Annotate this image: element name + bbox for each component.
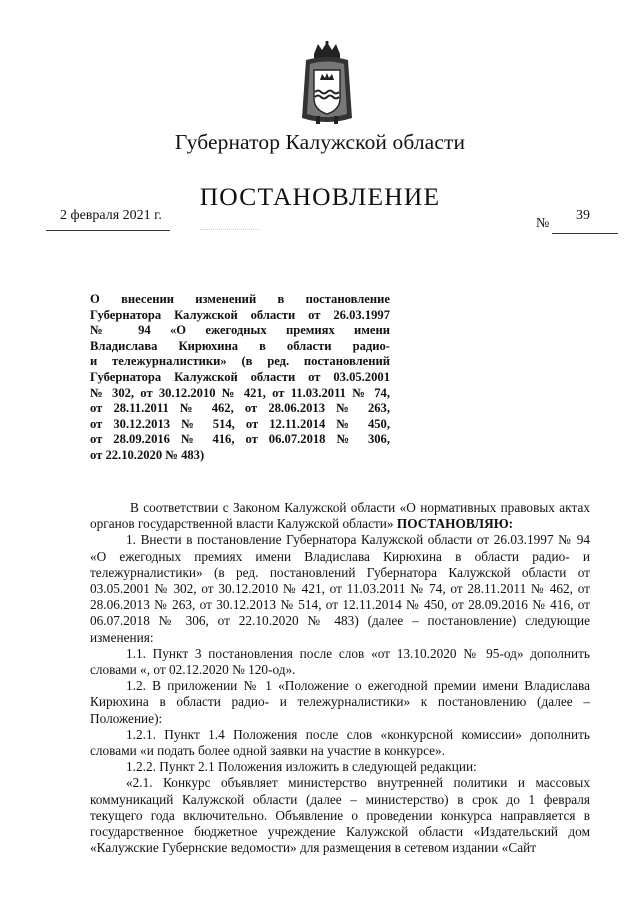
- subject-line: О внесении изменений в постановление: [90, 292, 390, 306]
- coat-of-arms-emblem: [300, 40, 354, 126]
- subject-line: от 30.12.2013 № 514, от 12.11.2014 № 450,: [90, 416, 390, 431]
- document-body: [90, 500, 590, 856]
- body-paragraph: 1.2.2. Пункт 2.1 Положения изложить в следующей редакции:: [126, 759, 477, 775]
- subject-line: № 302, от 30.12.2010 № 421, от 11.03.2011 № 74,: [90, 385, 390, 400]
- resolve-keyword: ПОСТАНОВЛЯЮ:: [396, 516, 514, 532]
- subject-block: [90, 292, 390, 464]
- subject-line: от 28.09.2016 № 416, от 06.07.2018 № 306,: [90, 432, 390, 447]
- subject-line: Владислава Кирюхина в области радио-: [90, 338, 390, 353]
- body-paragraph: 1. Внести в постановление Губернатора Калужской области от 26.03.1997 № 94 «О ежегодных премиях имени Владислава Кирюхина в области радио- и тележурналистики» (в ред. постановлений Губернатора Калужской области от 03.05.2001 № 302, от 30.12.2010 № 421, от 11.03.2011 № 74, от 28.11.2011 № 462, от 28.06.2013 № 263, от 30.12.2013 № 514, от 12.11.2014 № 450, от 28.09.2016 № 416, от 06.07.2018 № 306, от 22.10.2020 № 483) (далее – постановление) следующие изменения:: [90, 532, 590, 645]
- scan-artifact-dots: [200, 229, 260, 230]
- governor-title: Губернатор Калужской области: [174, 130, 466, 154]
- body-paragraph: «2.1. Конкурс объявляет министерство внутренней политики и массовых коммуникаций Калужской области (далее – министерство) в срок до 1 февраля текущего года включительно. Объявление о проведении конкурса направляется в государственное бюджетное учреждение Калужской области «Издательский дом «Калужские Губернские ведомости» для размещения в сетевом издании «Сайт: [90, 775, 590, 856]
- number-underline: [552, 233, 618, 234]
- body-paragraph: 1.1. Пункт 3 постановления после слов «от 13.10.2020 № 95-од» дополнить словами «, от 02.12.2020 № 120-од».: [90, 645, 590, 678]
- document-date: 2 февраля 2021 г.: [60, 208, 162, 223]
- subject-line: Губернатора Калужской области от 03.05.2001: [90, 369, 390, 384]
- date-underline: [46, 230, 170, 231]
- document-type-heading: ПОСТАНОВЛЕНИЕ: [199, 182, 441, 211]
- preamble-text: В соответствии с Законом Калужской области «О нормативных правовых актах органов государственной власти Калужской области»: [90, 500, 590, 532]
- subject-line: и тележурналистики» (в ред. постановлений: [90, 354, 390, 369]
- preamble-paragraph: [90, 500, 590, 532]
- subject-line: Губернатора Калужской области от 26.03.1997: [90, 307, 390, 322]
- number-label: №: [536, 216, 550, 231]
- body-paragraph: 1.2. В приложении № 1 «Положение о ежегодной премии имени Владислава Кирюхина в области радио- и тележурналистики» к постановлению (далее – Положение):: [90, 678, 590, 726]
- subject-line: от 28.11.2011 № 462, от 28.06.2013 № 263,: [90, 401, 390, 416]
- document-number: 39: [576, 208, 590, 223]
- body-paragraph: 1.2.1. Пункт 1.4 Положения после слов «конкурсной комиссии» дополнить словами «и подать более одной заявки на участие в конкурсе».: [90, 726, 590, 759]
- subject-line: № 94 «О ежегодных премиях имени: [90, 323, 390, 338]
- subject-line: от 22.10.2020 № 483): [90, 447, 205, 462]
